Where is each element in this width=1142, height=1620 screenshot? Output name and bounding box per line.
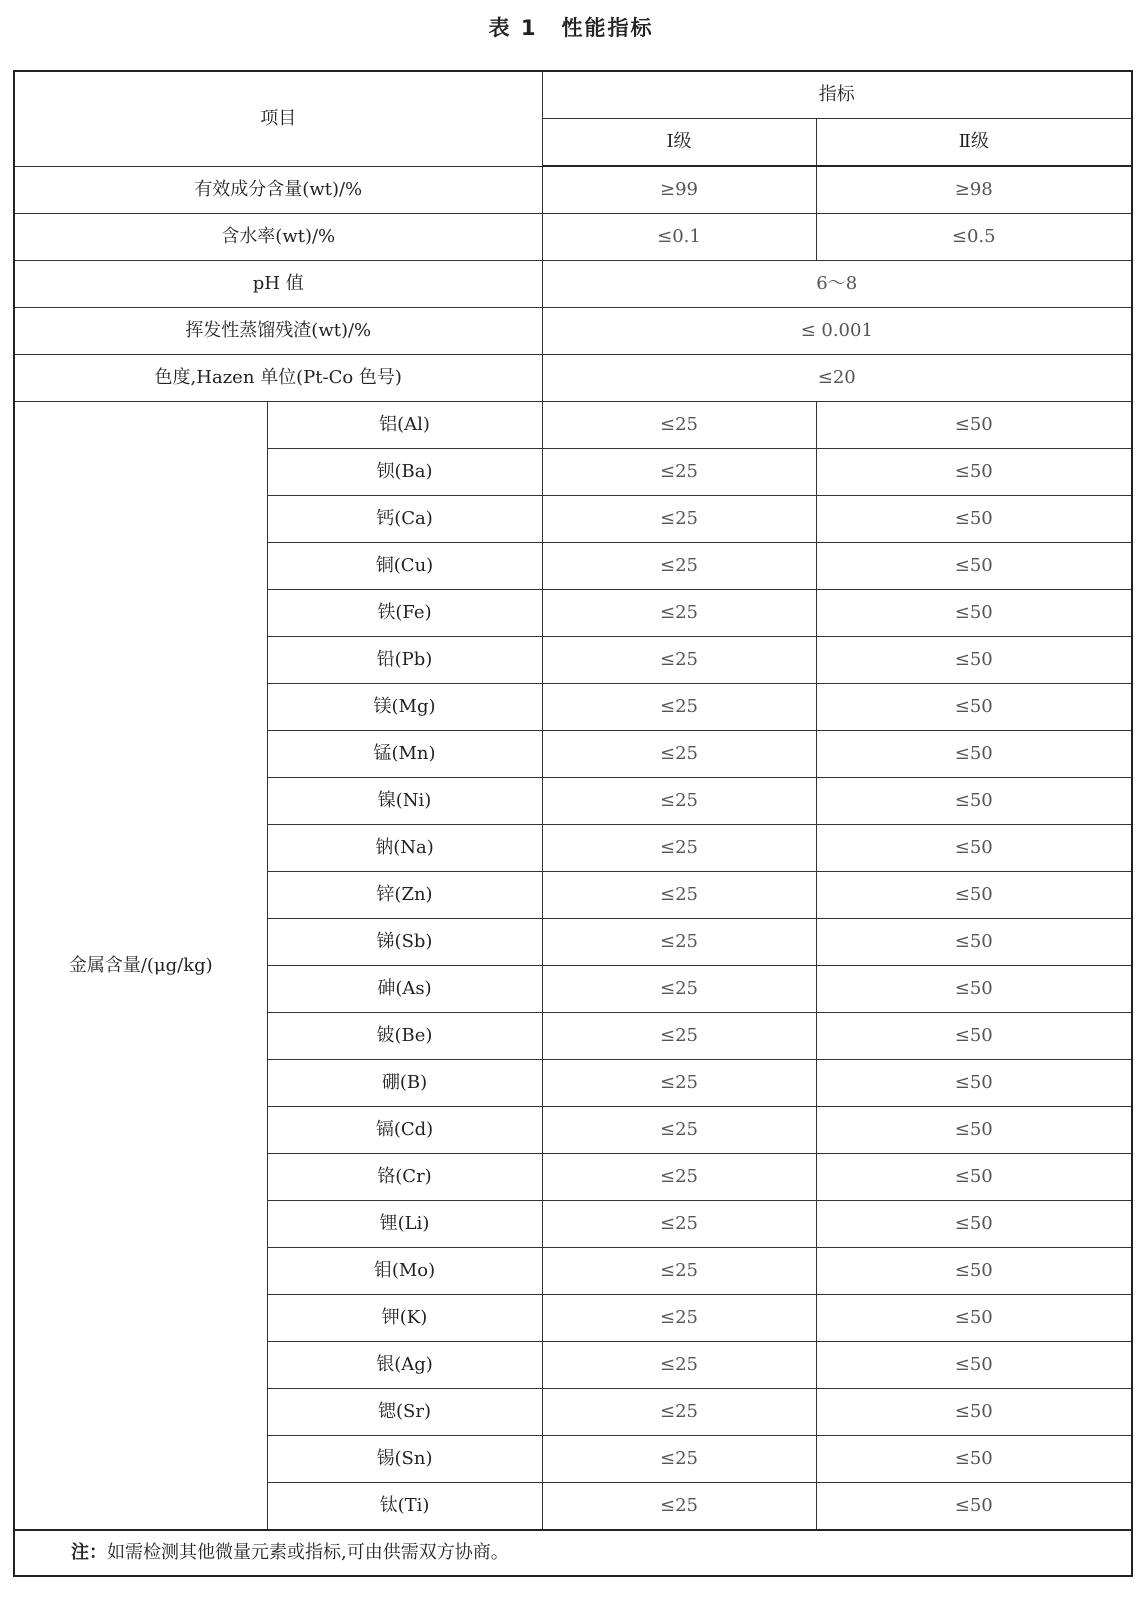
header-index: 指标 [542, 71, 1132, 119]
metal-grade2: ≤50 [816, 825, 1132, 872]
metal-grade2: ≤50 [816, 1107, 1132, 1154]
metal-grade2: ≤50 [816, 543, 1132, 590]
metal-name: 锡(Sn) [267, 1436, 542, 1483]
metal-grade1: ≤25 [542, 1107, 816, 1154]
metal-grade2: ≤50 [816, 496, 1132, 543]
metal-grade2: ≤50 [816, 1248, 1132, 1295]
metal-row [14, 402, 1132, 449]
row-grade1: ≥99 [542, 166, 816, 214]
metal-name: 镍(Ni) [267, 778, 542, 825]
metal-name: 锂(Li) [267, 1201, 542, 1248]
table-note [14, 1530, 1132, 1576]
metal-grade2: ≤50 [816, 872, 1132, 919]
metal-grade2: ≤50 [816, 1013, 1132, 1060]
metal-name: 银(Ag) [267, 1342, 542, 1389]
metal-name: 铝(Al) [267, 402, 542, 449]
metal-grade2: ≤50 [816, 1342, 1132, 1389]
metal-name: 铬(Cr) [267, 1154, 542, 1201]
header-item: 项目 [14, 71, 542, 166]
metal-grade1: ≤25 [542, 496, 816, 543]
metal-grade1: ≤25 [542, 590, 816, 637]
metal-grade1: ≤25 [542, 1201, 816, 1248]
metal-group-label: 金属含量/(μg/kg) [14, 402, 267, 1531]
performance-index-table [13, 70, 1133, 1577]
row-grade2: ≥98 [816, 166, 1132, 214]
metal-grade2: ≤50 [816, 1295, 1132, 1342]
metal-name: 钠(Na) [267, 825, 542, 872]
metal-name: 钛(Ti) [267, 1483, 542, 1531]
row-grade2: ≤0.5 [816, 214, 1132, 261]
metal-grade1: ≤25 [542, 966, 816, 1013]
metal-name: 钾(K) [267, 1295, 542, 1342]
table-row [14, 355, 1132, 402]
note-text: 如需检测其他微量元素或指标,可由供需双方协商。 [107, 1542, 509, 1563]
metal-grade1: ≤25 [542, 919, 816, 966]
metal-grade1: ≤25 [542, 1436, 816, 1483]
metal-name: 钼(Mo) [267, 1248, 542, 1295]
metal-name: 锰(Mn) [267, 731, 542, 778]
metal-grade1: ≤25 [542, 1060, 816, 1107]
metal-name: 砷(As) [267, 966, 542, 1013]
metal-name: 钡(Ba) [267, 449, 542, 496]
metal-grade1: ≤25 [542, 825, 816, 872]
metal-grade2: ≤50 [816, 1154, 1132, 1201]
row-value: ≤20 [542, 355, 1132, 402]
metal-grade2: ≤50 [816, 1060, 1132, 1107]
metal-grade1: ≤25 [542, 731, 816, 778]
header-grade1: Ⅰ级 [542, 119, 816, 167]
metal-name: 铅(Pb) [267, 637, 542, 684]
row-item: pH 值 [14, 261, 542, 308]
note-label: 注： [71, 1542, 107, 1563]
metal-name: 铜(Cu) [267, 543, 542, 590]
row-item: 含水率(wt)/% [14, 214, 542, 261]
row-value: 6～8 [542, 261, 1132, 308]
table-row [14, 166, 1132, 214]
row-item: 有效成分含量(wt)/% [14, 166, 542, 214]
metal-grade2: ≤50 [816, 590, 1132, 637]
metal-grade2: ≤50 [816, 684, 1132, 731]
metal-name: 硼(B) [267, 1060, 542, 1107]
table-caption [0, 12, 1142, 42]
metal-name: 铍(Be) [267, 1013, 542, 1060]
metal-grade1: ≤25 [542, 1342, 816, 1389]
metal-grade1: ≤25 [542, 1013, 816, 1060]
metal-grade2: ≤50 [816, 731, 1132, 778]
metal-grade1: ≤25 [542, 1154, 816, 1201]
metal-grade1: ≤25 [542, 872, 816, 919]
table-title: 性能指标 [561, 16, 654, 40]
note-row [14, 1530, 1132, 1576]
metal-grade2: ≤50 [816, 1483, 1132, 1531]
metal-grade2: ≤50 [816, 778, 1132, 825]
row-value: ≤ 0.001 [542, 308, 1132, 355]
metal-grade1: ≤25 [542, 402, 816, 449]
metal-name: 镁(Mg) [267, 684, 542, 731]
metal-grade1: ≤25 [542, 1248, 816, 1295]
header-row [14, 71, 1132, 119]
metal-grade2: ≤50 [816, 637, 1132, 684]
row-item: 色度,Hazen 单位(Pt-Co 色号) [14, 355, 542, 402]
header-grade2: Ⅱ级 [816, 119, 1132, 167]
metal-name: 镉(Cd) [267, 1107, 542, 1154]
metal-grade1: ≤25 [542, 1295, 816, 1342]
table-body [14, 71, 1132, 1576]
table-row [14, 261, 1132, 308]
metal-grade1: ≤25 [542, 449, 816, 496]
metal-grade2: ≤50 [816, 1436, 1132, 1483]
metal-grade1: ≤25 [542, 543, 816, 590]
metal-name: 钙(Ca) [267, 496, 542, 543]
metal-grade1: ≤25 [542, 1389, 816, 1436]
metal-name: 锑(Sb) [267, 919, 542, 966]
metal-name: 锌(Zn) [267, 872, 542, 919]
metal-grade2: ≤50 [816, 402, 1132, 449]
row-item: 挥发性蒸馏残渣(wt)/% [14, 308, 542, 355]
metal-grade1: ≤25 [542, 684, 816, 731]
metal-grade2: ≤50 [816, 449, 1132, 496]
table-number: 表 1 [488, 16, 538, 40]
row-grade1: ≤0.1 [542, 214, 816, 261]
metal-grade2: ≤50 [816, 966, 1132, 1013]
metal-name: 锶(Sr) [267, 1389, 542, 1436]
metal-grade1: ≤25 [542, 1483, 816, 1531]
table-row [14, 308, 1132, 355]
metal-grade1: ≤25 [542, 637, 816, 684]
metal-grade2: ≤50 [816, 919, 1132, 966]
metal-grade2: ≤50 [816, 1201, 1132, 1248]
metal-grade1: ≤25 [542, 778, 816, 825]
metal-name: 铁(Fe) [267, 590, 542, 637]
metal-grade2: ≤50 [816, 1389, 1132, 1436]
table-row [14, 214, 1132, 261]
